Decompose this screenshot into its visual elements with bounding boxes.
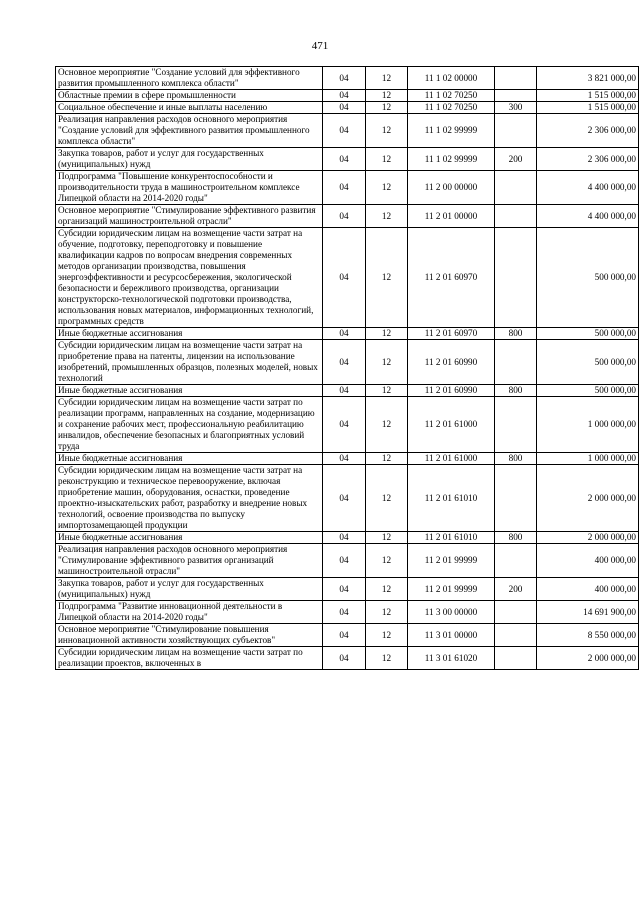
row-subsection: 12 <box>366 647 408 670</box>
row-section: 04 <box>323 67 366 90</box>
row-section: 04 <box>323 385 366 397</box>
budget-table-body <box>56 67 639 670</box>
row-target-article: 11 2 00 00000 <box>408 171 495 205</box>
table-row <box>56 114 639 148</box>
row-expense-type <box>495 601 537 624</box>
row-target-article: 11 1 02 99999 <box>408 148 495 171</box>
row-expense-type <box>495 171 537 205</box>
row-amount: 3 821 000,00 <box>537 67 639 90</box>
table-row <box>56 148 639 171</box>
row-amount: 400 000,00 <box>537 578 639 601</box>
row-target-article: 11 3 01 61020 <box>408 647 495 670</box>
row-amount: 500 000,00 <box>537 328 639 340</box>
row-name: Иные бюджетные ассигнования <box>56 532 323 544</box>
table-row <box>56 90 639 102</box>
row-expense-type <box>495 114 537 148</box>
row-amount: 2 306 000,00 <box>537 114 639 148</box>
row-name: Областные премии в сфере промышленности <box>56 90 323 102</box>
row-subsection: 12 <box>366 601 408 624</box>
row-amount: 2 000 000,00 <box>537 532 639 544</box>
row-section: 04 <box>323 114 366 148</box>
row-expense-type: 200 <box>495 148 537 171</box>
row-target-article: 11 2 01 61010 <box>408 532 495 544</box>
row-section: 04 <box>323 624 366 647</box>
row-name: Реализация направления расходов основного мероприятия "Создание условий для эффективного развития промышленного комплекса области" <box>56 114 323 148</box>
row-name: Закупка товаров, работ и услуг для государственных (муниципальных) нужд <box>56 148 323 171</box>
row-expense-type: 800 <box>495 453 537 465</box>
table-row <box>56 453 639 465</box>
row-subsection: 12 <box>366 114 408 148</box>
row-name: Основное мероприятие "Создание условий для эффективного развития промышленного комплекса области" <box>56 67 323 90</box>
row-subsection: 12 <box>366 453 408 465</box>
table-row <box>56 397 639 453</box>
budget-table <box>55 66 639 670</box>
row-target-article: 11 2 01 61000 <box>408 453 495 465</box>
row-target-article: 11 2 01 99999 <box>408 544 495 578</box>
row-amount: 1 515 000,00 <box>537 90 639 102</box>
row-expense-type: 200 <box>495 578 537 601</box>
table-row <box>56 228 639 328</box>
row-subsection: 12 <box>366 340 408 385</box>
row-expense-type: 800 <box>495 328 537 340</box>
row-expense-type <box>495 228 537 328</box>
row-subsection: 12 <box>366 544 408 578</box>
row-amount: 2 000 000,00 <box>537 647 639 670</box>
table-row <box>56 171 639 205</box>
row-amount: 500 000,00 <box>537 228 639 328</box>
row-name: Закупка товаров, работ и услуг для государственных (муниципальных) нужд <box>56 578 323 601</box>
row-target-article: 11 2 01 00000 <box>408 205 495 228</box>
row-expense-type <box>495 544 537 578</box>
row-expense-type <box>495 67 537 90</box>
table-row <box>56 544 639 578</box>
table-row <box>56 328 639 340</box>
row-target-article: 11 2 01 60990 <box>408 340 495 385</box>
row-subsection: 12 <box>366 102 408 114</box>
row-section: 04 <box>323 453 366 465</box>
table-row <box>56 465 639 532</box>
row-amount: 2 306 000,00 <box>537 148 639 171</box>
table-row <box>56 385 639 397</box>
row-section: 04 <box>323 647 366 670</box>
row-amount: 4 400 000,00 <box>537 205 639 228</box>
row-subsection: 12 <box>366 578 408 601</box>
row-section: 04 <box>323 397 366 453</box>
row-amount: 1 000 000,00 <box>537 397 639 453</box>
table-row <box>56 601 639 624</box>
table-row <box>56 578 639 601</box>
row-name: Реализация направления расходов основного мероприятия "Стимулирование эффективного развития организаций машиностроительной отрасли" <box>56 544 323 578</box>
row-subsection: 12 <box>366 465 408 532</box>
row-section: 04 <box>323 532 366 544</box>
row-subsection: 12 <box>366 205 408 228</box>
row-name: Субсидии юридическим лицам на возмещение части затрат по реализации программ, направленных на создание, модернизацию и сохранение рабочих мест, профессиональную реабилитацию инвалидов, обеспечение безопасных и благоприятных условий труда <box>56 397 323 453</box>
row-name: Иные бюджетные ассигнования <box>56 385 323 397</box>
row-name: Иные бюджетные ассигнования <box>56 453 323 465</box>
table-row <box>56 340 639 385</box>
row-amount: 400 000,00 <box>537 544 639 578</box>
row-name: Подпрограмма "Повышение конкурентоспособности и производительности труда в машиностроительном комплексе Липецкой области на 2014-2020 годы" <box>56 171 323 205</box>
page-number: 471 <box>311 40 329 52</box>
row-name: Субсидии юридическим лицам на возмещение части затрат на реконструкцию и техническое перевооружение, включая приобретение машин, оборудования, оснастки, проведение проектно-изыскательских работ, разработку и внедрение новых технологий, освоение производства по выпуску импортозамещающей продукции <box>56 465 323 532</box>
row-target-article: 11 1 02 70250 <box>408 102 495 114</box>
row-subsection: 12 <box>366 624 408 647</box>
row-expense-type: 800 <box>495 532 537 544</box>
table-row <box>56 102 639 114</box>
row-target-article: 11 2 01 61000 <box>408 397 495 453</box>
row-name: Подпрограмма "Развитие инновационной деятельности в Липецкой области на 2014-2020 годы" <box>56 601 323 624</box>
row-target-article: 11 2 01 99999 <box>408 578 495 601</box>
row-name: Субсидии юридическим лицам на возмещение части затрат на обучение, подготовку, переподготовку и повышение квалификации кадров по вопросам внедрения современных методов организации производства, повышения энергоэффективности и ресурсосбережения, экологической безопасности и бережливого производства, организации конструкторско-технологической подготовки производства, использования новых материалов, информационных технологий, программных средств <box>56 228 323 328</box>
row-section: 04 <box>323 340 366 385</box>
row-target-article: 11 3 00 00000 <box>408 601 495 624</box>
row-expense-type <box>495 205 537 228</box>
row-section: 04 <box>323 578 366 601</box>
row-subsection: 12 <box>366 148 408 171</box>
row-section: 04 <box>323 465 366 532</box>
row-subsection: 12 <box>366 328 408 340</box>
row-target-article: 11 2 01 60970 <box>408 328 495 340</box>
row-section: 04 <box>323 228 366 328</box>
row-target-article: 11 1 02 99999 <box>408 114 495 148</box>
row-amount: 500 000,00 <box>537 385 639 397</box>
row-subsection: 12 <box>366 228 408 328</box>
table-row <box>56 67 639 90</box>
row-subsection: 12 <box>366 171 408 205</box>
row-amount: 1 000 000,00 <box>537 453 639 465</box>
row-name: Основное мероприятие "Стимулирование повышения инновационной активности хозяйствующих субъектов" <box>56 624 323 647</box>
row-amount: 1 515 000,00 <box>537 102 639 114</box>
row-target-article: 11 1 02 00000 <box>408 67 495 90</box>
row-name: Основное мероприятие "Стимулирование эффективного развития организаций машиностроительной отрасли" <box>56 205 323 228</box>
row-target-article: 11 2 01 60990 <box>408 385 495 397</box>
row-expense-type <box>495 340 537 385</box>
row-section: 04 <box>323 544 366 578</box>
row-target-article: 11 2 01 60970 <box>408 228 495 328</box>
row-section: 04 <box>323 171 366 205</box>
table-row <box>56 624 639 647</box>
row-expense-type <box>495 465 537 532</box>
row-subsection: 12 <box>366 385 408 397</box>
row-amount: 8 550 000,00 <box>537 624 639 647</box>
row-name: Иные бюджетные ассигнования <box>56 328 323 340</box>
row-expense-type: 300 <box>495 102 537 114</box>
row-expense-type <box>495 397 537 453</box>
row-subsection: 12 <box>366 532 408 544</box>
table-row <box>56 532 639 544</box>
row-subsection: 12 <box>366 90 408 102</box>
row-section: 04 <box>323 148 366 171</box>
row-expense-type <box>495 647 537 670</box>
row-section: 04 <box>323 601 366 624</box>
row-target-article: 11 2 01 61010 <box>408 465 495 532</box>
row-amount: 2 000 000,00 <box>537 465 639 532</box>
row-expense-type <box>495 624 537 647</box>
row-expense-type <box>495 90 537 102</box>
row-name: Социальное обеспечение и иные выплаты населению <box>56 102 323 114</box>
table-row <box>56 647 639 670</box>
row-amount: 4 400 000,00 <box>537 171 639 205</box>
row-expense-type: 800 <box>495 385 537 397</box>
row-section: 04 <box>323 328 366 340</box>
row-subsection: 12 <box>366 397 408 453</box>
row-target-article: 11 3 01 00000 <box>408 624 495 647</box>
row-section: 04 <box>323 205 366 228</box>
row-amount: 500 000,00 <box>537 340 639 385</box>
row-section: 04 <box>323 102 366 114</box>
row-amount: 14 691 900,00 <box>537 601 639 624</box>
row-subsection: 12 <box>366 67 408 90</box>
table-row <box>56 205 639 228</box>
row-name: Субсидии юридическим лицам на возмещение части затрат по реализации проектов, включенных в <box>56 647 323 670</box>
row-name: Субсидии юридическим лицам на возмещение части затрат на приобретение права на патенты, лицензии на использование изобретений, промышленных образцов, полезных моделей, новых технологий <box>56 340 323 385</box>
row-section: 04 <box>323 90 366 102</box>
row-target-article: 11 1 02 70250 <box>408 90 495 102</box>
